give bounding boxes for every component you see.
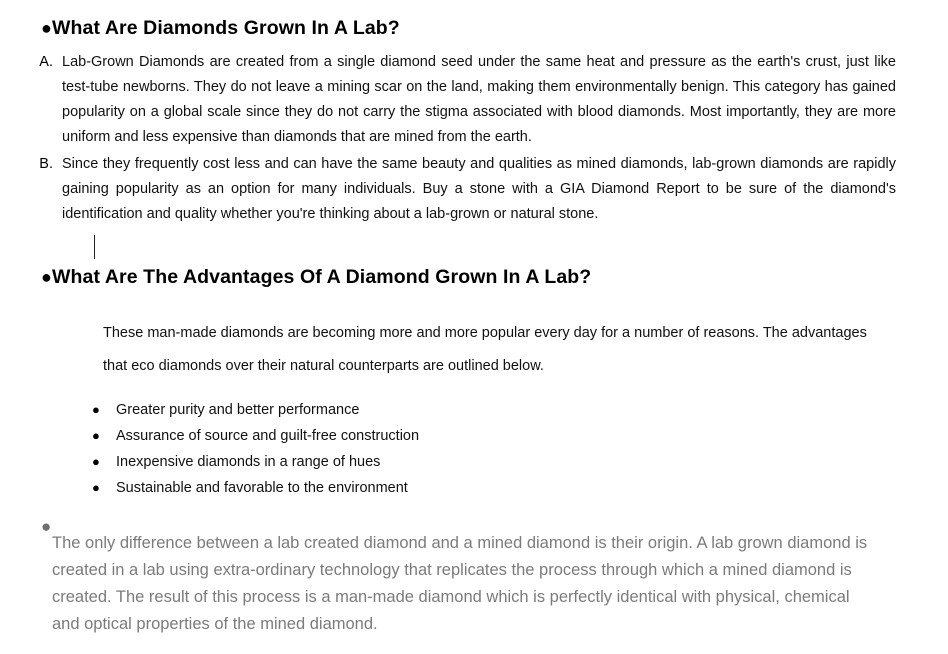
- list-item-text: Sustainable and favorable to the environment: [116, 480, 408, 496]
- text-caret: [94, 235, 95, 259]
- list-item-text: Since they frequently cost less and can have the same beauty and qualities as mined diamonds, lab-grown diamonds are rapidly gaining popularity as an option for many individuals. Buy a stone with a GIA Diamond Report to be sure of the diamond's identification and quality whether you're thinking about a lab-grown or natural stone.: [62, 156, 896, 222]
- bullet-icon: ●: [92, 428, 100, 443]
- list-marker-a: A.: [39, 54, 53, 70]
- section-title: What Are The Advantages Of A Diamond Grown In A Lab?: [52, 266, 592, 288]
- closing-paragraph-text: The only difference between a lab created diamond and a mined diamond is their origin. A lab grown diamond is created in a lab using extra-ordinary technology that replicates the process through which a mined diamond is created. The result of this process is a man-made diamond which is perfectly identical with physical, chemical and optical properties of the mined diamond.: [52, 533, 868, 633]
- list-item: [30, 423, 918, 449]
- list-item-text: Lab-Grown Diamonds are created from a single diamond seed under the same heat and pressure as the earth's crust, just like test-tube newborns. They do not leave a mining scar on the land, making them environmentally benign. This category has gained popularity on a global scale since they do not carry the stigma associated with blood diamonds. Most importantly, they are more uniform and less expensive than diamonds that are mined from the earth.: [62, 54, 896, 145]
- bullet-icon: ●: [92, 480, 100, 495]
- section-heading-diamonds-grown-in-a-lab: [30, 14, 918, 42]
- list-item: [30, 475, 918, 501]
- list-item-text: Inexpensive diamonds in a range of hues: [116, 454, 381, 470]
- list-item: [30, 152, 918, 227]
- bullet-icon: ●: [41, 18, 52, 38]
- lettered-list: [30, 50, 918, 227]
- list-marker-b: B.: [39, 156, 53, 172]
- section-heading-advantages: [30, 263, 918, 291]
- advantages-list: [30, 397, 918, 501]
- list-item-text: Greater purity and better performance: [116, 402, 360, 418]
- bullet-icon: ●: [41, 517, 52, 536]
- intro-paragraph: These man-made diamonds are becoming more and more popular every day for a number of reasons. The advantages that eco diamonds over their natural counterparts are outlined below.: [103, 325, 867, 374]
- bullet-icon: ●: [41, 267, 52, 287]
- closing-paragraph-row: [30, 513, 918, 654]
- list-item-text: Assurance of source and guilt-free construction: [116, 428, 420, 444]
- text-cursor-line[interactable]: [30, 233, 918, 263]
- bullet-icon: ●: [92, 454, 100, 469]
- list-item: [30, 449, 918, 475]
- bullet-icon: ●: [92, 402, 100, 417]
- page-title: What Are Diamonds Grown In A Lab?: [52, 17, 400, 39]
- list-item: [30, 50, 918, 150]
- list-item: [30, 397, 918, 423]
